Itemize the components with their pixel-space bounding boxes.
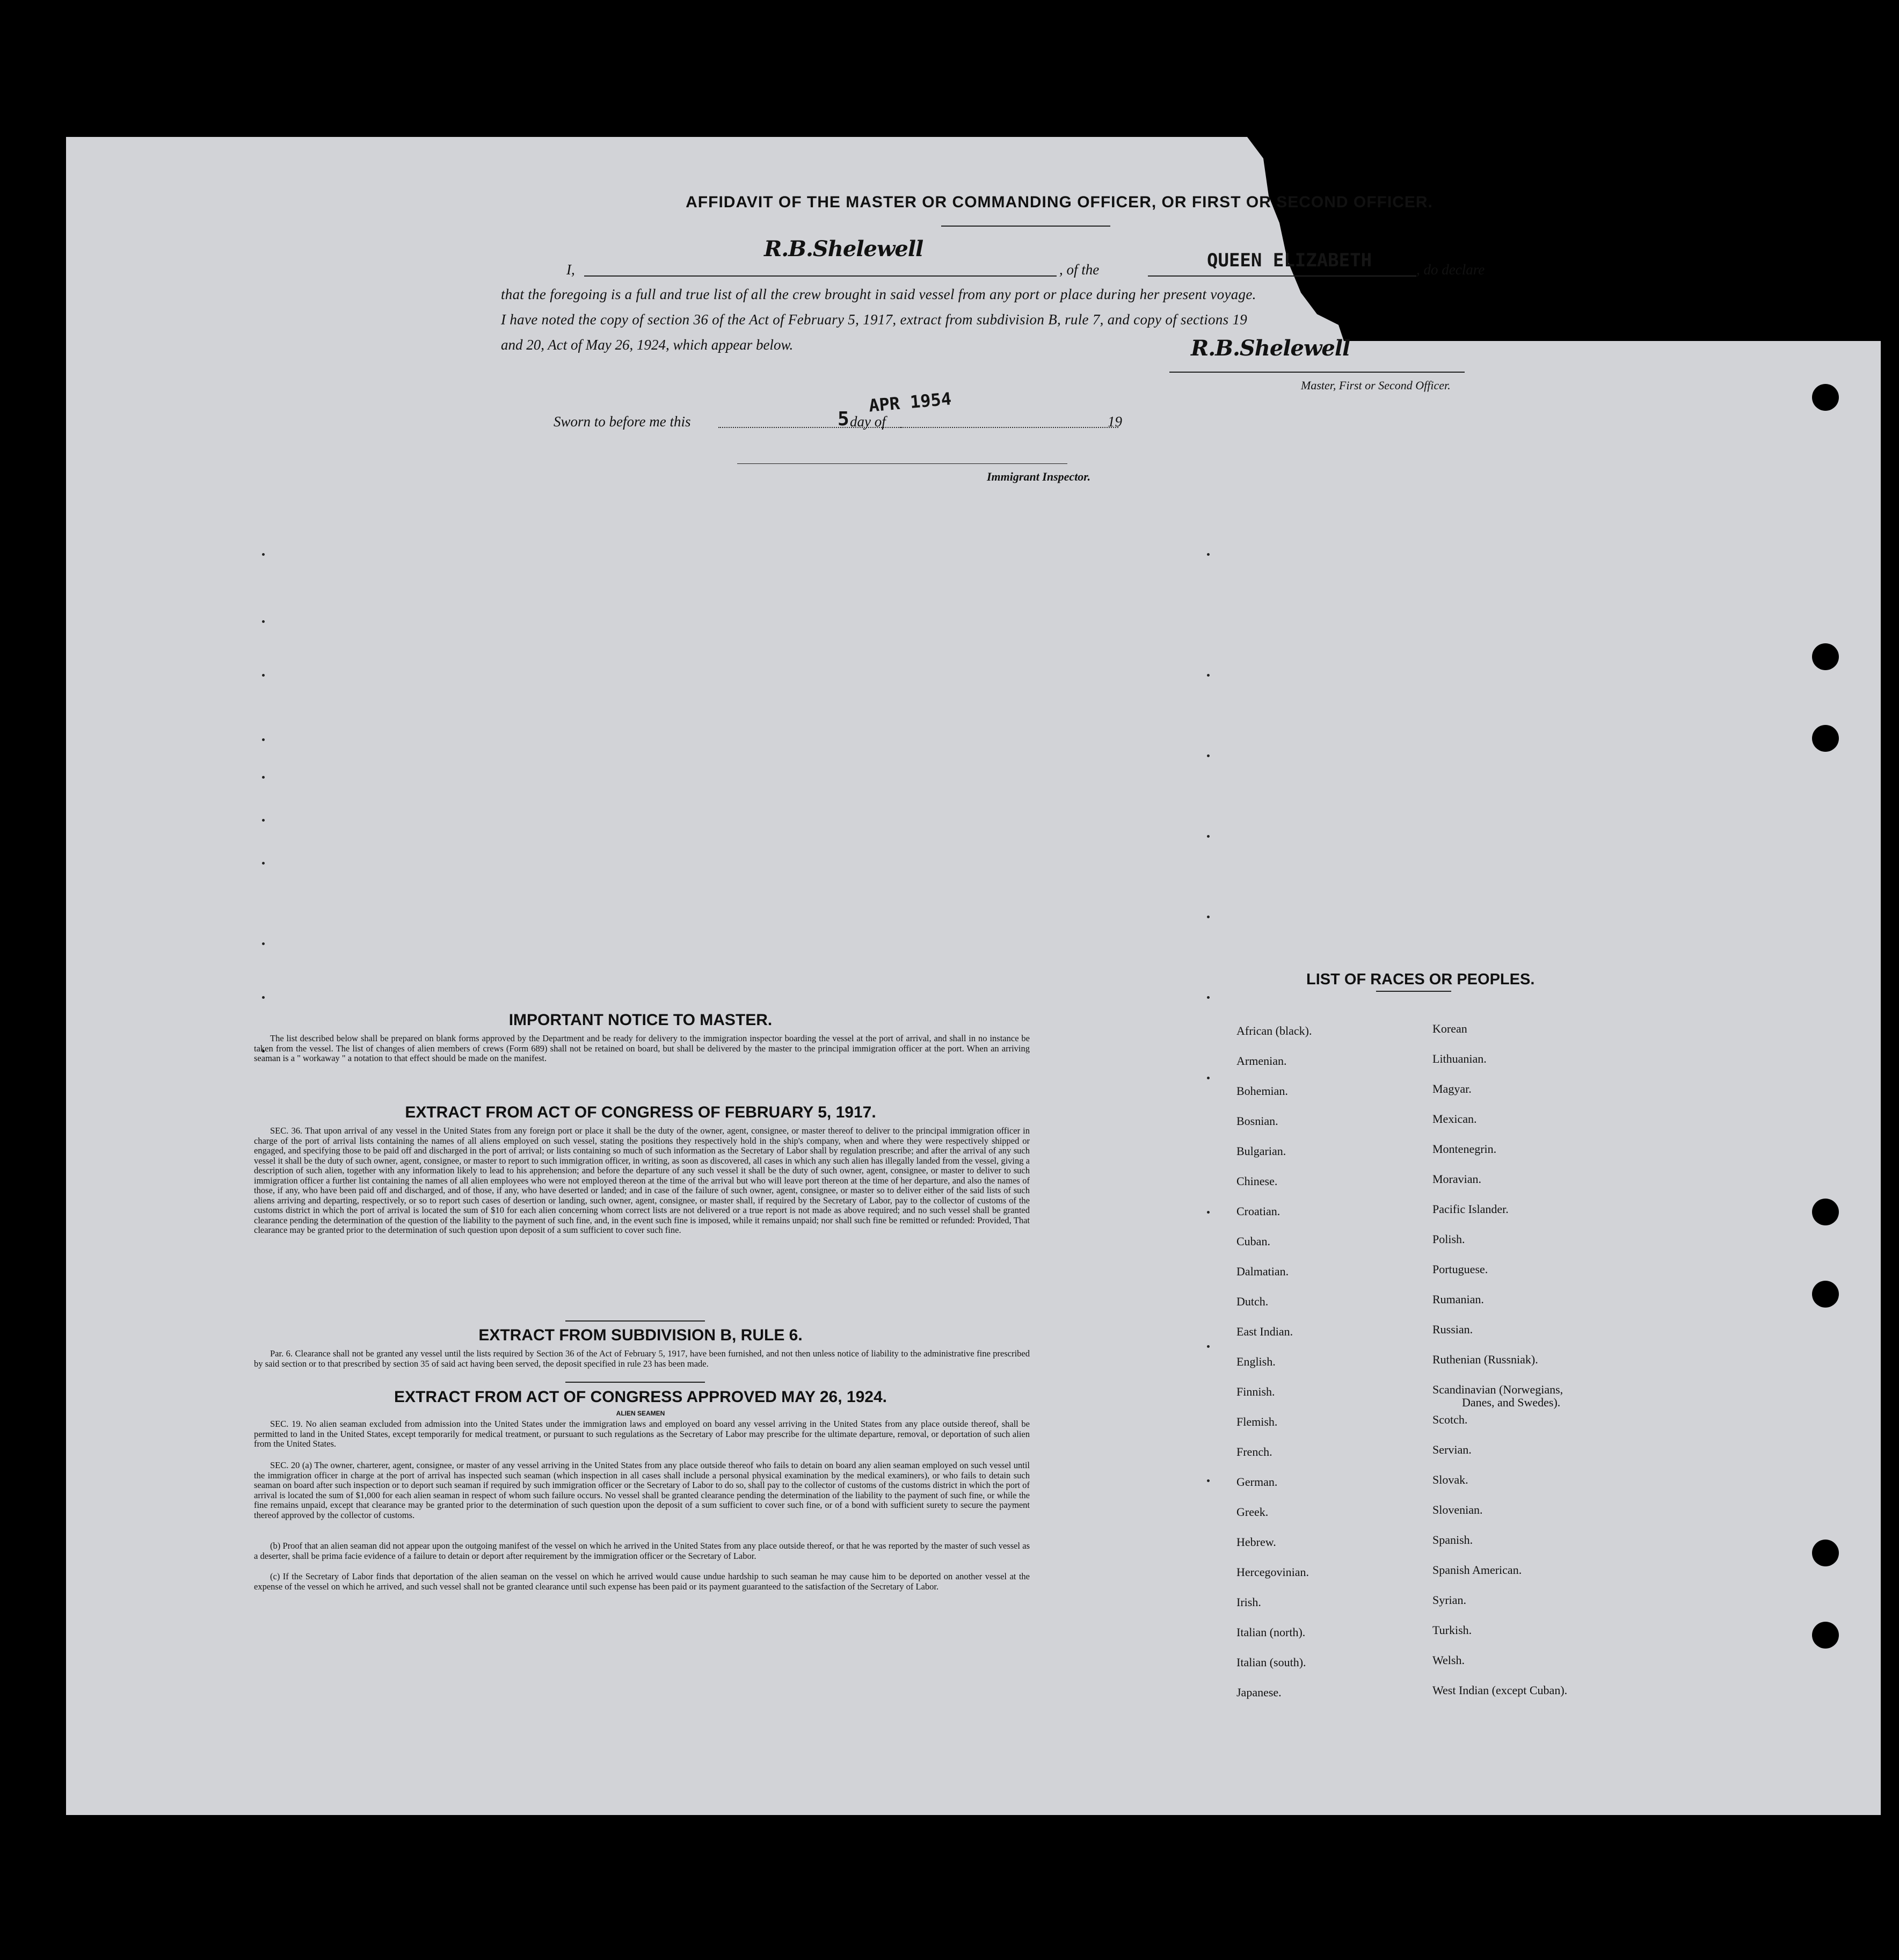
- divider: [565, 1320, 705, 1322]
- title-underline: [941, 226, 1110, 227]
- affidavit-line-3: and 20, Act of May 26, 1924, which appear below.: [501, 337, 794, 353]
- race-right: Slovenian.: [1432, 1503, 1483, 1516]
- race-right: Lithuanian.: [1432, 1052, 1487, 1065]
- form-content: [66, 137, 1881, 1815]
- affidavit-line-2: I have noted the copy of section 36 of the Act of February 5, 1917, extract from subdivision B, rule 7, and copy of sections 19: [501, 311, 1248, 328]
- sworn-prefix: Sworn to before me this: [554, 413, 691, 430]
- race-left: German.: [1236, 1475, 1278, 1489]
- race-right: Turkish.: [1432, 1623, 1472, 1637]
- subdivision-title: EXTRACT FROM SUBDIVISION B, RULE 6.: [478, 1326, 803, 1344]
- inspector-line: [737, 463, 1067, 464]
- extract-1924-subtitle: ALIEN SEAMEN: [616, 1410, 665, 1417]
- race-left: Dutch.: [1236, 1295, 1269, 1308]
- race-left: Bohemian.: [1236, 1084, 1288, 1098]
- race-left: French.: [1236, 1445, 1272, 1458]
- notice-body: The list described below shall be prepared on blank forms approved by the Department and be ready for delivery to the immigration inspector boarding the vessel at the port of arrival, and shall in no instance be taken from the vessel. The list of changes of alien members of crews (Form 689) shall not be retained on board, but shall be delivered by the master to the principal immigration officer at the port. When an arriving seaman is a " workaway " a notation to that effect should be made on the manifest.: [254, 1033, 1030, 1063]
- extract-1917-body: SEC. 36. That upon arrival of any vessel in the United States from any foreign port or place it shall be the duty of the owner, agent, consignee, or master thereof to deliver to the principal immigration officer in charge of the port of arrival lists containing the names of all aliens employed on such vessel, stating the positions they respectively hold in the ship's company, when and where they were respectively shipped or engaged, and specifying those to be paid off and discharged in the port of arrival; or lists containing so much of such information as the Secretary of Labor shall by regulation prescribe; and after the arrival of any such vessel it shall be the duty of such owner, agent, consignee, or master to report to such immigration officer, in writing, as soon as discovered, all cases in which any such alien has illegally landed from the vessel, giving a description of such alien, together with any information likely to lead to his apprehension; and before the departure of any such vessel it shall be the duty of such owner, agent, consignee, or master to deliver to such immigration officer a further list containing the names of all alien employees who were not employed thereon at the time of the arrival but who will leave port thereon at the time of her departure, and also the names of those, if any, who have been paid off and discharged, and of those, if any, who have deserted or landed; and in case of the failure of such owner, agent, consignee, or master so to deliver either of the said lists of such aliens arriving and departing, respectively, or so to report such cases of desertion or landing, such owner, agent, consignee, or master shall, if required by the Secretary of Labor, pay to the collector of customs of the customs district in which the port of arrival is located the sum of $10 for each alien concerning whom correct lists are not delivered or a true report is not made as above required; and no such vessel shall be granted clearance pending the determination of the question of the liability to the payment of such fine, and, in the event such fine is imposed, while it remains unpaid; nor shall such fine be remitted or refunded: Provided, That clearance may be granted prior to the determination of such question upon deposit of a sum sufficient to cover such fine.: [254, 1126, 1030, 1235]
- race-right: Ruthenian (Russniak).: [1432, 1353, 1538, 1366]
- race-right: Danes, and Swedes).: [1462, 1396, 1561, 1409]
- race-left: Bulgarian.: [1236, 1144, 1286, 1158]
- races-underline: [1376, 991, 1451, 992]
- race-right: Servian.: [1432, 1443, 1472, 1456]
- race-right: Welsh.: [1432, 1653, 1465, 1667]
- extract-1917-title: EXTRACT FROM ACT OF CONGRESS OF FEBRUARY 5, 1917.: [405, 1104, 876, 1121]
- divider: [565, 1382, 705, 1383]
- race-right: Russian.: [1432, 1323, 1473, 1336]
- races-title: LIST OF RACES OR PEOPLES.: [1306, 971, 1535, 988]
- race-right: Pacific Islander.: [1432, 1202, 1509, 1216]
- race-right: West Indian (except Cuban).: [1432, 1683, 1568, 1697]
- race-left: Hebrew.: [1236, 1535, 1276, 1549]
- race-left: East Indian.: [1236, 1325, 1293, 1338]
- race-right: Scandinavian (Norwegians,: [1432, 1383, 1563, 1396]
- extract-1924-sec20a: SEC. 20 (a) The owner, charterer, agent, consignee, or master of any vessel arriving in the United States from any place outside thereof who fails to detain on board any alien seaman employed on such vessel until the immigration officer in charge at the port of arrival has inspected such seaman (which inspection in all cases shall include a personal physical examination by the medical examiners), or who fails to detain such seaman on board after such inspection or to deport such seaman if required by such immigration officer or the Secretary of Labor to do so, shall pay to the collector of customs of the customs district in which the port of arrival is located the sum of $1,000 for each alien seaman in respect of whom such failure occurs. No vessel shall be granted clearance pending the determination of the liability to the payment of such fine, or while the fine remains unpaid, except that clearance may be granted prior to the determination of such question upon the deposit of a sum sufficient to cover such fine, or of a bond with sufficient surety to secure the payment thereof approved by the collector of customs.: [254, 1460, 1030, 1520]
- affidavit-line-1: that the foregoing is a full and true list of all the crew brought in said vessel from any port or place during her present voyage.: [501, 286, 1256, 302]
- race-left: Dalmatian.: [1236, 1265, 1289, 1278]
- race-right: Polish.: [1432, 1232, 1465, 1246]
- day-of-label: day of: [850, 413, 886, 430]
- race-right: Magyar.: [1432, 1082, 1472, 1095]
- race-left: English.: [1236, 1355, 1276, 1368]
- race-left: Cuban.: [1236, 1235, 1270, 1248]
- race-left: Italian (north).: [1236, 1625, 1306, 1639]
- race-right: Spanish American.: [1432, 1563, 1522, 1577]
- race-right: Scotch.: [1432, 1413, 1468, 1426]
- name-line: [584, 275, 1057, 277]
- race-left: Hercegovinian.: [1236, 1565, 1309, 1579]
- race-left: African (black).: [1236, 1024, 1312, 1037]
- race-left: Chinese.: [1236, 1174, 1278, 1188]
- race-right: Moravian.: [1432, 1172, 1482, 1186]
- affidavit-i-label: I,: [566, 262, 575, 278]
- race-right: Rumanian.: [1432, 1293, 1484, 1306]
- race-right: Korean: [1432, 1022, 1467, 1035]
- inspector-caption: Immigrant Inspector.: [987, 470, 1091, 483]
- race-left: Bosnian.: [1236, 1114, 1278, 1128]
- race-left: Italian (south).: [1236, 1656, 1306, 1669]
- race-left: Croatian.: [1236, 1204, 1280, 1218]
- master-signature-2: R.B.Shelewell: [1191, 336, 1350, 361]
- race-right: Mexican.: [1432, 1112, 1477, 1126]
- race-left: Armenian.: [1236, 1054, 1287, 1068]
- subdivision-body: Par. 6. Clearance shall not be granted any vessel until the lists required by Section 36 of the Act of February 5, 1917, have been furnished, and not then unless notice of liability to the administrative fine prescribed by said section or to that prescribed by section 35 of said act having been served, the deposit specified in rule 23 has been made.: [254, 1348, 1030, 1369]
- signer-line: [1169, 372, 1465, 373]
- race-right: Syrian.: [1432, 1593, 1466, 1607]
- race-left: Japanese.: [1236, 1686, 1282, 1699]
- of-the-label: , of the: [1059, 262, 1100, 278]
- vessel-name: QUEEN ELIZABETH: [1207, 250, 1372, 271]
- affidavit-title: AFFIDAVIT OF THE MASTER OR COMMANDING OFFICER, OR FIRST OR SECOND OFFICER.: [686, 193, 1433, 211]
- race-left: Greek.: [1236, 1505, 1269, 1519]
- race-left: Flemish.: [1236, 1415, 1278, 1428]
- year-suffix: 19: [1108, 413, 1122, 430]
- notice-title: IMPORTANT NOTICE TO MASTER.: [508, 1011, 773, 1029]
- extract-1924-sec20c: (c) If the Secretary of Labor finds that deportation of the alien seaman on the vessel on which he arrived would cause undue hardship to such seaman he may cause him to be deported on another vessel at the expense of the vessel on which he arrived, and such vessel shall not be granted clearance until such expense has been paid or its payment guaranteed to the satisfaction of the Secretary of Labor.: [254, 1571, 1030, 1592]
- month-line: [901, 427, 1118, 428]
- extract-1924-sec19: SEC. 19. No alien seaman excluded from admission into the United States under the immigration laws and employed on board any vessel arriving in the United States from any place outside thereof, shall be permitted to land in the United States, except temporarily for medical treatment, or pursuant to such regulations as the Secretary of Labor may prescribe for the ultimate departure, removal, or deportation of such alien from the United States.: [254, 1419, 1030, 1449]
- master-signature: R.B.Shelewell: [764, 236, 923, 262]
- sworn-day: 5: [838, 408, 849, 430]
- extract-1924-sec20b: (b) Proof that an alien seaman did not appear upon the outgoing manifest of the vessel on which he arrived in the United States from any place outside thereof, or that he was reported by the master of such vessel as a deserter, shall be prima facie evidence of a failure to detain or deport after requirement by the immigration officer or the Secretary of Labor.: [254, 1541, 1030, 1561]
- race-left: Irish.: [1236, 1595, 1261, 1609]
- signer-caption: Master, First or Second Officer.: [1301, 379, 1451, 392]
- stamp-date: APR 1954: [868, 388, 952, 416]
- do-declare-label: , do declare: [1416, 262, 1485, 278]
- extract-1924-title: EXTRACT FROM ACT OF CONGRESS APPROVED MAY 26, 1924.: [394, 1388, 887, 1406]
- race-left: Finnish.: [1236, 1385, 1275, 1398]
- race-right: Spanish.: [1432, 1533, 1473, 1547]
- race-right: Portuguese.: [1432, 1262, 1488, 1276]
- race-right: Slovak.: [1432, 1473, 1468, 1486]
- race-right: Montenegrin.: [1432, 1142, 1497, 1156]
- vessel-line: [1148, 275, 1416, 277]
